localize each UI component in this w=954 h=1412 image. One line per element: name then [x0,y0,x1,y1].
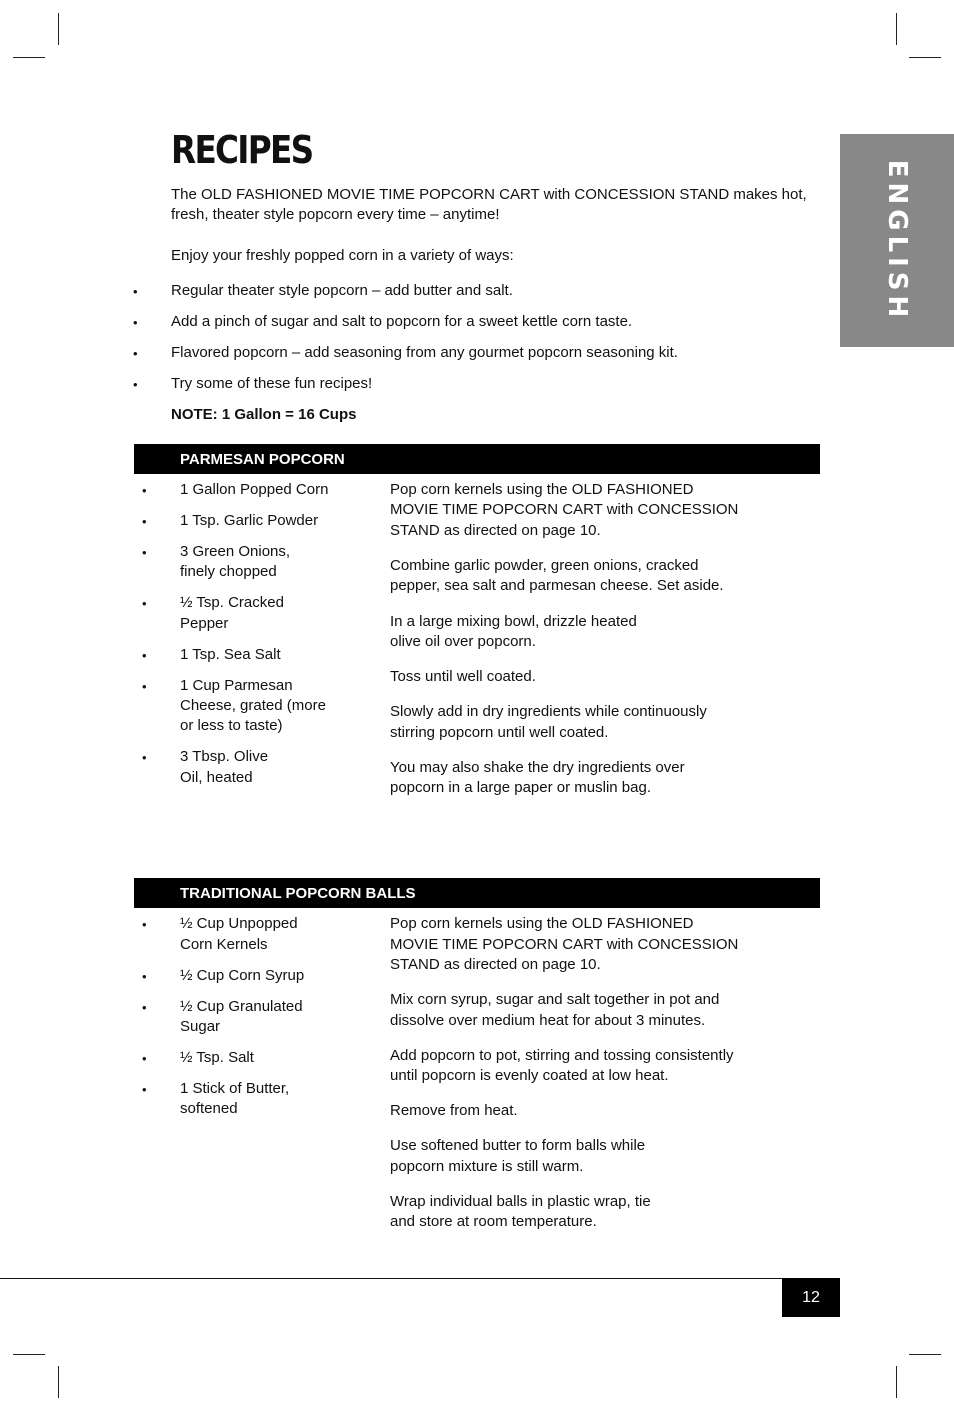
ingredient-line: Sugar [180,1018,221,1035]
ingredient-line: softened [180,1100,238,1117]
step-line: olive oil over popcorn. [390,633,536,650]
ingredient-line: 1 Tsp. Garlic Powder [180,512,319,529]
bullet: • [142,1082,147,1097]
step-line: popcorn in a large paper or muslin bag. [390,779,651,796]
step-line: Toss until well coated. [390,668,536,685]
ingredient-line: ½ Tsp. Salt [180,1049,254,1066]
step-line: Combine garlic powder, green onions, cracked [390,557,699,574]
step-line: Remove from heat. [390,1102,518,1119]
ingredient-line: Corn Kernels [180,936,268,953]
bullet: • [142,1051,147,1066]
ingredient-line: 1 Gallon Popped Corn [180,481,329,498]
crop-mark [13,1354,45,1355]
note: NOTE: 1 Gallon = 16 Cups [171,406,357,423]
crop-mark [58,13,59,45]
step-line: You may also shake the dry ingredients over [390,759,685,776]
crop-mark [58,1366,59,1398]
recipe-header-bar [134,444,820,474]
step-line: until popcorn is evenly coated at low heat. [390,1067,669,1084]
recipe-header-bar [134,878,820,908]
crop-mark [909,57,941,58]
language-tab [840,134,954,347]
crop-mark [13,57,45,58]
step-line: dissolve over medium heat for about 3 minutes. [390,1012,706,1029]
bullet: • [133,315,138,330]
way-item: Regular theater style popcorn – add butter and salt. [171,282,513,299]
step-line: Add popcorn to pot, stirring and tossing consistently [390,1047,734,1064]
way-item: Add a pinch of sugar and salt to popcorn for a sweet kettle corn taste. [171,313,633,330]
step-line: popcorn mixture is still warm. [390,1158,584,1175]
bullet: • [142,545,147,560]
bullet: • [142,917,147,932]
bullet: • [133,284,138,299]
way-item: Try some of these fun recipes! [171,375,373,392]
ingredient-line: or less to taste) [180,717,283,734]
bullet: • [142,1000,147,1015]
ingredient-line: ½ Tsp. Cracked [180,594,284,611]
step-line: Slowly add in dry ingredients while continuously [390,703,707,720]
step-line: Mix corn syrup, sugar and salt together in pot and [390,991,720,1008]
step-line: MOVIE TIME POPCORN CART with CONCESSION [390,936,739,953]
language-tab-label: ENGLISH [882,159,912,322]
bullet: • [142,596,147,611]
step-line: Pop corn kernels using the OLD FASHIONED [390,915,694,932]
step-line: Use softened butter to form balls while [390,1137,646,1154]
step-line: Wrap individual balls in plastic wrap, tie [390,1193,651,1210]
step-line: pepper, sea salt and parmesan cheese. Set aside. [390,577,724,594]
intro-line-1: The OLD FASHIONED MOVIE TIME POPCORN CART with CONCESSION STAND makes hot, [171,186,807,203]
bullet: • [133,377,138,392]
step-line: STAND as directed on page 10. [390,956,601,973]
recipe-title: PARMESAN POPCORN [180,451,345,468]
step-line: and store at room temperature. [390,1213,597,1230]
intro-line-2: fresh, theater style popcorn every time – anytime! [171,206,500,223]
bullet: • [142,648,147,663]
bullet: • [142,514,147,529]
bullet: • [142,483,147,498]
ingredient-line: 1 Cup Parmesan [180,677,293,694]
intro-enjoy: Enjoy your freshly popped corn in a variety of ways: [171,247,514,264]
step-line: stirring popcorn until well coated. [390,724,609,741]
ingredient-line: finely chopped [180,563,277,580]
recipe-title: TRADITIONAL POPCORN BALLS [180,885,416,902]
ingredient-line: ½ Cup Granulated [180,998,303,1015]
ingredient-line: 3 Green Onions, [180,543,291,560]
step-line: In a large mixing bowl, drizzle heated [390,613,637,630]
crop-mark [896,1366,897,1398]
step-line: STAND as directed on page 10. [390,522,601,539]
page-title: RECIPES [171,128,313,172]
bullet: • [142,750,147,765]
step-line: MOVIE TIME POPCORN CART with CONCESSION [390,501,739,518]
footer-rule [0,1278,840,1279]
crop-mark [909,1354,941,1355]
ingredient-line: ½ Cup Unpopped [180,915,298,932]
ingredient-line: Oil, heated [180,769,253,786]
ingredient-line: Pepper [180,615,229,632]
step-line: Pop corn kernels using the OLD FASHIONED [390,481,694,498]
ingredient-line: ½ Cup Corn Syrup [180,967,305,984]
bullet: • [133,346,138,361]
page-number: 12 [782,1278,840,1317]
way-item: Flavored popcorn – add seasoning from any gourmet popcorn seasoning kit. [171,344,678,361]
ingredient-line: 3 Tbsp. Olive [180,748,269,765]
bullet: • [142,679,147,694]
ingredient-line: Cheese, grated (more [180,697,326,714]
crop-mark [896,13,897,45]
ingredient-line: 1 Tsp. Sea Salt [180,646,281,663]
ingredient-line: 1 Stick of Butter, [180,1080,290,1097]
bullet: • [142,969,147,984]
